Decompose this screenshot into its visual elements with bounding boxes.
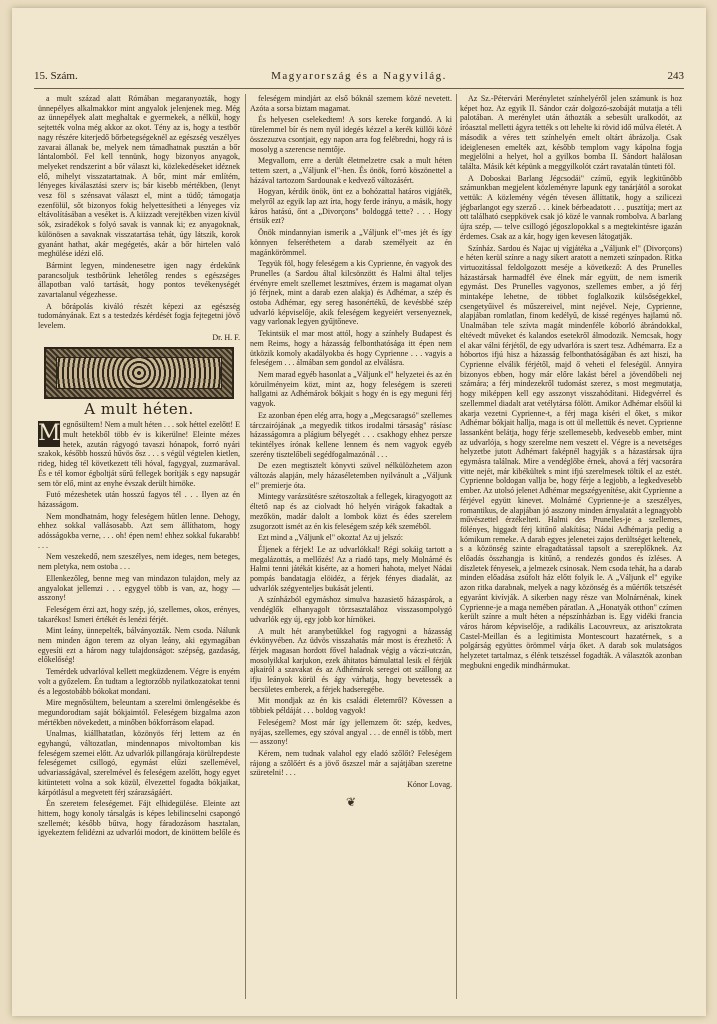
- paragraph: A bőrápolás kiváló részét képezi az egészség tudományának. Ezt s a testedzés kérdését fogja fejtegetni jövő levelem.: [38, 301, 240, 331]
- paragraph: Nem mondhatnám, hogy feleségem hűtlen lenne. Dehogy, ehhez sokkal vallásosabb. Azt sem állíthatom, hogy adósságokba verne, . . . oh! épen nem! ehhez sokkal fukarabb! . . .: [38, 511, 240, 550]
- page-number: 243: [667, 70, 684, 82]
- paragraph: Feleségem? Most már így jellemzem őt: szép, kedves, nyájas, szellemes, egy szóval angyal . . . de ennél is több, mert — asszony!: [250, 717, 452, 747]
- issue-number: 15. Szám.: [34, 70, 78, 82]
- column-2: [250, 94, 452, 999]
- paragraph: Bármint legyen, mindenesetre igen nagy érdekűnk parancsoljuk testbőrünk lehetőleg rendes s egészséges állapotban való tartását, hogy pontos tevékenységét zavartalanul végezhesse.: [38, 260, 240, 300]
- paragraph: Ez azonban épen elég arra, hogy a „Megcsaragsó" szellemes tárczairójának „a megyedik titkos irodalmi társaság" rásíasc házasságomra a plágium bélyegét . . . csakhogy ehhez persze tekintélyes írónak kellene lennem és nem vagyok egyéb szerény tisztelőbeli segédfogalmazónál . . .: [250, 410, 452, 459]
- paragraph: A színházból egymáshoz simulva hazasiető házaspárok, a vendéglők elhanyagolt törzsasztalához visszasompolygó udvarlók egy új, egy jobb kor hírnökei.: [250, 595, 452, 624]
- publication-title: Magyarország és a Nagyvilág.: [271, 70, 447, 82]
- paragraph: Mit mondjak az én kis családi életemről? Kövessen a többiek példáját . . . boldog vagyok!: [250, 696, 452, 716]
- paragraph: Tekintsük el mar most attól, hogy a színhely Budapest és nem Reims, hogy a házasság felbonthatósága itt épen nem ütközik komoly akadályokba és hogy Cyprienne . . . vagyis a feleségem . . . álmában sem gondol az elválásra.: [250, 329, 452, 368]
- dropcap-letter: M: [38, 421, 61, 447]
- paragraph: Megvallom, erre a derült életmelzetre csak a mult héten tettem szert, a „Váljunk el"-hen. És önök, forró köszönettel a házával tartozom Sardounak e kedvező változásért.: [250, 156, 452, 185]
- paragraph: Kérem, nem tudnak valahol egy eladó szőlőt? Feleségem rájong a szőlőért és a jövő őszszel már a sajátjában szeretne szüretelni! . . .: [250, 749, 452, 778]
- paragraph: Nem marad egyéb hasonlat a „Váljunk el" helyzetei és az én köruilményeim közt, mint az, hogy feleségem is szereti hallgatni az Adhémárok bókjait s hogy én is egy meguni férj vagyok.: [250, 369, 452, 409]
- paragraph: De ezen megtisztelt könyvti szüvel nélkülözhetem azon változás alapján, mely házaséletemben nyilvánult a „Váljunk el" premierje óta.: [250, 461, 452, 490]
- article-signature: Kónor Lovag.: [407, 780, 452, 790]
- paragraph: Mintegy varázsütésre szétoszoltak a fellegek, kiragyogott az éltető nap és az ciolvadt hó helyén virágok fakadtak a mezőkön, madár dalolt a lombok közt és édes szerelem zsugorzott ismét az én kis feleségem szép kék szeméből.: [250, 492, 452, 531]
- column-1: [38, 94, 240, 999]
- paragraph: Tegyük föl, hogy feleségem a kis Cyprienne, én vagyok des Prunelles (a Sardou által kilcsönzött és Halmi által teljes érvényre emelt szellemet lesztmíves, érzem is magamat olyan jó férjnek, mint a darab ezen alakja) és Adhémar, a szép és ostoba Adhémar, egy sereg hasonértékű, de kevésbbé szép udvarló képviselője, akik feleségem kegyeiért versenyeznek, vagy varlonak legyen gyűjtőneve.: [250, 259, 452, 327]
- paragraph: Az Sz.-Pétervári Merényletet színhelyéről jelen számunk is hoz képet hoz. Az egyik II. Sándor czár dolgozó-szobáját mutatja a téli palotában. A merénylet után áthozták a sebesült uralkodót, az íróasztal melletti ágyra tették s ott lehelte ki rövid idő múlva életét. A második a véres tett színhelyén emelt oltárt ábrázolja. Csak ideiglenesen emelték azt, később templom vagy kápolna fogja megjelölni a helyet, hol a gyilkos bomba II. Sándort halálosan találta. Másik két képünk a meggyilkolót czárt ravatalán tünteti föl.: [460, 94, 682, 171]
- section-title: A mult héten.: [84, 399, 194, 418]
- decorative-banner: [44, 347, 234, 399]
- paragraph: Feleségem érzi azt, hogy szép, jó, szellemes, okos, erényes, takarékos! Ismeri értékét és lenézi férjét.: [38, 604, 240, 624]
- paragraph: Mire megnősültem, beleuntam a szerelmi ömlengésekbe és megundorodtam saját bókjaimtól. Feleségem bizgalma azon mértékben növekedett, a minőben bókforrásom elapad.: [38, 698, 240, 727]
- paragraph: Nem veszekedő, nem szeszélyes, nem ideges, nem beteges, nem pletyka, nem ostoba . . .: [38, 552, 240, 572]
- paragraph: egnősültem! Nem a mult héten . . . sok héttel ezelőtt! E mult hetekből több év is kikerülne! Eleinte mézes hetek, azután rágyogó tavaszi hónapok, forró nyári szakok, később hosszú hűvös ősz . . . s végül végtelen kietlen, rideg, hideg tél következett téli hóval, fagygyal, zuzmarával. És e tél komor égboltját sűrű fellegek borítják s egy napsugár sem tör elő, mint az enyhe évszak derült hirnöke.: [38, 420, 240, 488]
- page-header: [34, 70, 684, 89]
- article-signature: Dr. H. F.: [212, 332, 240, 342]
- paragraph: Éljenek a férjek! Le az udvarlókkal! Régi sokáig tartott a megalázottás, a mellőzés! Az a riadó taps, mely Molnárné és Halmi tenni játékát kisérte, az a homeri hahota, melyet Nádai pompás bandatagja elöidéz, a férjek fényes diadalát, az udvarlók szégyenteljes bukását jelenti.: [250, 544, 452, 593]
- paragraph: feleségem mindjárt az első bóknál szemem közé nevetett. Azóta a sorsa biztam magamat.: [250, 94, 452, 113]
- paragraph: Ellenkezőleg, benne meg van mindazon tulajdon, mely az angyalokat jellemzi . . . egygyel több is van, az, hogy — asszony!: [38, 573, 240, 603]
- paragraph: Színház. Sardou és Najac uj vígjátéka a „Váljunk el" (Divorçons) e héten kerül színre a nagy sikert aratott a nemzeti színpadon. Ritka virtuozitással feldolgozott meséje a következő: A des Prunelles házastársak harmadfél éve élnek már együtt, de nem ismerik egymást. Des Prunelles vagyonos, szellemes ember, a jó férj mintaképe lehetne, de többet foglalkozik külsőségekkel, csengetyűivel és műszereivel, mint nejével. Neje, Cyprienne, alapjában romlatlan, finom kedélyű, de kissé regényes hajlamú nő. Unalmában tele szívta magát mindenféle kóborló ábrándokkal, eltévedt műveket és kalandos esetekről álmodozik. Nemcsak, hogy el akar válni férjétől, de egy udvarlóra is szert tesz. Adhémarra. Ez a hóbortos ifjú hisz a házasság felbonthatóságában és azt hiszi, ha Cyprienne elválik férjétől, majd ő veheti el feleségül. Annyira bizonyos ebben, hogy már előre lakást bérel a jövendőbeli nej számára; a férj mindezekről tudomást szerez, s most megmutatja, hogy miképpen kell egy asszonyt visszahódítani. Hidegvérrel és szellemmel diadalt arat vetélytársa fölött. Amikor Adhémar elsőül ki akarja vezetni Cyprienne-t, a férj maga kíséri el őket, s mikor Adhémar bókjait hallja, maga is ott ül mellettük és nevet. Cyprienne lassanként belátja, hogy férje szellemesebb, kedvesebb ember, mint az udvarlója, s hogy szerelme nem veszett el. Végre is a nevetséges helyzetbe jutott Adhémart faképnél hagyják s a házastársak újra egymásra találnak. Mire a vendéglőbe érnek, ahová a férj vacsorára vitte nejét, már kibékültek s mint ifjú szerelmesek töltik el az estét. Cyprienne boldogan vallja be, hogy férje a legjobb, a legkedvesebb ember. Az utolsó jelenet Adhémar megszégyenítése, akit Cyprienne a férjével együtt kinevet. Molnárné Cyprienne-je a szeszélyes, romantikus, de alapjában jó asszony minden árnyalatát a legnagyobb művészettel érzékelteti. Halmi des Prunelles-je a szellemes, fölényes, higgadt férj kitűnő alakítása; Nádai Adhémarja pedig a kómikum remeke. A darab egyes jelenetei zajos derültséget keltenek, s a közönség szinte elragadtatással tapsolt a szereplőknek. Az előadás összhangja is kitűnő, a rendezés gondos és ízléses. A díszletek fényesek, a jelmezek csinosak. Nem csoda tehát, ha a darab minden előadása zsúfolt ház előtt folyik le. A „Váljunk el" egyike azon ritka darabnak, melyek a nagy közönség és a műértők tetszését egyaránt kivívják. A sikerben nagy része van Molnárnénak, kinek Cyprienne-je a maga nemében páratlan. A „Honatyák otthon" czímen került színre a mult héten a népszínházban is. Egy vidéki francia város három képviselője, a radikális Lacouvreux, az arisztokrata Castel-Meillan és a legitimista Montescourt hazatérnek, s a polgárság együttes örömmel várja őket. A darab sok mulatságos helyzetet tartalmaz, s élénk tetszéssel fogadták. A választók azonban megbukni engedik mindhármukat.: [460, 243, 682, 670]
- paragraph: Ezt mind a „Váljunk el" okozta! Az uj jelszó:: [258, 533, 403, 543]
- newspaper-page: [12, 8, 706, 1016]
- paragraph: Futó mézeshetek után hosszú fagyos tél . . . Ilyen az én házasságom.: [38, 490, 240, 509]
- paragraph: A Doboskai Barlang Jégcsodái" czímű, egyik legkitűnőbb számunkban megjelent közleményre lapunk egy tanárjától a sorokat vettük: A közlemény végén tévesen állíttatik, hogy a szilicezi jégbarlangot egy szerző . . . kinek bérbeadatott . . . pusztítja; mert az ott található cseppkövek csak jó közé le vannak rombolva. A barlang újra szép, — telve csillogó jégoszlopokkal s a megtekintésre igazán érdemes. Csak az a kár, hogy igen kevesen látogatják.: [460, 173, 682, 241]
- paragraph: Én szeretem feleségemet. Fájt elhidegülése. Eleinte azt hittem, hogy konoly társalgás is képes lebilincselni csapongó szellemét; később bűtva, hogy fáradozásom hasztalan, igyekeztem felidézni az udvarlói modort, de kinöttem belőle és: [38, 799, 240, 838]
- ornament-icon: ❦: [345, 794, 357, 809]
- column-3: [460, 94, 682, 999]
- paragraph: Önök mindannyian ismerik a „Váljunk el"-mes jét és így könnyen felseréthetem a darab személyeit az én magánkörömmel.: [250, 228, 452, 257]
- paragraph: A mult hét aranybetűkkel fog ragyogni a házasság évkönyvében. Az üdvös visszahatás már most is érezhető: A férjek magasan hordott fővel haladnak végig a váczi-utczán, mosolyikkal karjukon, ezek áhitatos bámulattal lesik el férjük ajkairól a szavakat és az Adhémárok seregei ott szállong az ifju leányok körül és ágy várhatja, hogy bevetessék a becsületes emberek, a férjek hadseregébe.: [250, 626, 452, 694]
- paragraph: Mint leány, ünnepelték, bálványozták. Nem csoda. Nálunk nem minden ágon terem az olyan leány, aki egymagában egyesíti ezt a három nagy tulajdonságot: szépség, gazdaság, előkelőség!: [38, 626, 240, 665]
- paragraph: a mult század alatt Rómában megaranyozták, hogy ünnepélyes alkalmakkor mint angyalok jelenjenek meg. Még az ünnepélyek alatt meghaltak e gyermekek, a nélkül, hogy sejtették volna még akkor az okot. Tény az is, hogy a testbőr nagy részére kiterjedő bőrbetegségeknél az egészség veszélyes zavarai állanak be, melyek nem támadhatnak pusztán a bőr lántalomból. Fel kell tennünk, hogy bizonyos anyagok, melyeket rendszerint a bőr választ ki, közlekedéseket idéznek elő, mihelyt visszatartatnak. A bőr, mint már említém, lényeges kiválasztási szerv is; bár kisebb mértékben, (lenyt vesz föl s szénsavat választ el, mint a tüdő; támogatja ezenfölül, sőt bizonyos fokig helyettesítheti a lényeges víz eltávolításában a veséket is. A kiizzadt verejtékben vizen kívül sók, zsiradékok s folyó savak is vannak ki; ez anyagoknak, különösen a savaknak visszatartása tehát, úgy látszik, korok gyanánt hathat, akár megégetés, akár a bőr hirtelen való meghülése idézi elő.: [38, 94, 240, 259]
- paragraph: És helyesen cselekedtem! A sors kereke forgandó. A ki türelemmel bír és nem nyúl idegés kézzel a kerék küllői közé összezuzva csontjait, egy napon arra fog felébredni, hogy rá is mosolyg a szerencse nemtője.: [250, 115, 452, 154]
- column-divider: [245, 94, 246, 999]
- paragraph: Temérdek udvarlóval kellett megküzdenem. Végre is enyém volt a győzelem. Én tudtam a legtorzóbb nyilatkozatokat tenni és a legostobább bókokat mondani.: [38, 667, 240, 696]
- paragraph: Hogyan, kérdik önök, önt ez a bohózattal határos vigjáték, melyről az egyik lap azt írta, hogy ferde irányu, a másik, hogy káros hatású, őnt a „Divorçons" boldoggá tette? . . . Hogy értsük ezt?: [250, 187, 452, 226]
- column-divider: [456, 94, 457, 999]
- paragraph: Unalmas, kiállhatatlan, közönyös férj lettem az én egyhangú, változatlan, mindennapos mivoltomban kis feleségem szemei előtt. Az udvarlók pillangóraja körülrepdeste feleségemet csillogó, egymást elűzi szellemével, udvariasságával, szerelmével és feleségem azelőtt, hogy egyet kitüntetett volna a sok közül, élvezettel fogadta bókjaikat, kárpótlásul a megvetett férj szárazságáért.: [38, 729, 240, 797]
